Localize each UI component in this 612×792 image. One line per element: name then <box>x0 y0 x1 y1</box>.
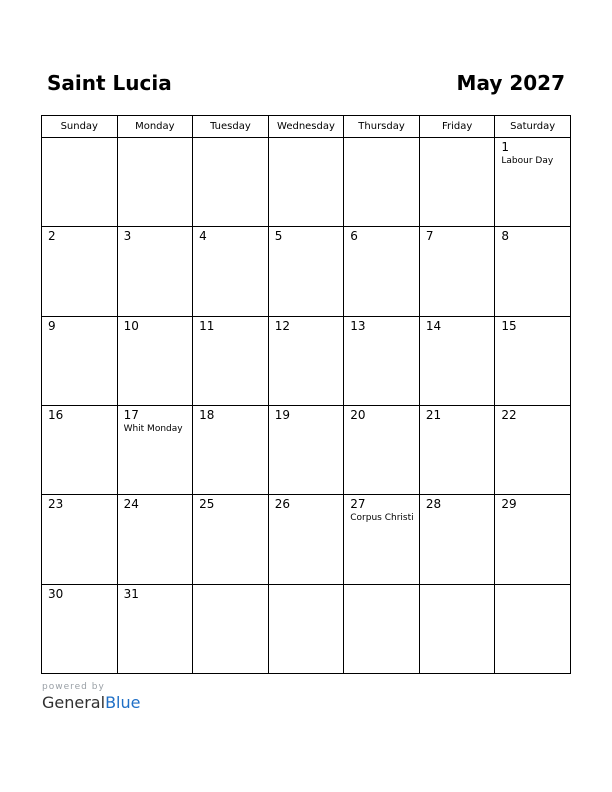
day-number: 30 <box>48 586 64 601</box>
weekday-header: Thursday <box>344 116 420 138</box>
day-number: 2 <box>48 229 56 244</box>
weekday-header: Saturday <box>495 116 571 138</box>
day-number: 31 <box>123 586 139 601</box>
day-number: 27 <box>350 497 366 512</box>
day-number: 13 <box>350 318 366 333</box>
day-cell <box>344 138 420 227</box>
day-cell <box>117 405 193 494</box>
day-cell <box>117 584 193 673</box>
day-cell <box>495 405 571 494</box>
day-cell <box>193 316 269 405</box>
day-cell <box>419 138 495 227</box>
day-number: 14 <box>425 318 442 333</box>
day-number: 21 <box>425 407 442 422</box>
weekday-header: Friday <box>419 116 495 138</box>
day-cell <box>117 495 193 584</box>
day-number: 8 <box>501 229 510 244</box>
day-number: 10 <box>123 318 139 333</box>
day-cell <box>42 316 118 405</box>
country-title: Saint Lucia <box>47 71 172 95</box>
week-row <box>42 138 571 227</box>
day-number: 29 <box>501 497 517 512</box>
month-year-title: May 2027 <box>456 71 565 95</box>
logo-text-blue: Blue <box>105 693 141 712</box>
footer <box>42 682 140 712</box>
week-row <box>42 227 571 316</box>
day-cell <box>117 138 193 227</box>
day-cell <box>495 584 571 673</box>
weekday-header: Wednesday <box>268 116 344 138</box>
day-cell <box>419 227 495 316</box>
day-number: 6 <box>350 229 358 244</box>
weekday-header: Monday <box>117 116 193 138</box>
day-cell <box>495 495 571 584</box>
day-cell <box>193 495 269 584</box>
day-cell <box>495 316 571 405</box>
holiday-label: Whit Monday <box>123 423 183 434</box>
day-cell <box>344 227 420 316</box>
weekday-header: Sunday <box>42 116 118 138</box>
weekday-header-row <box>42 116 571 138</box>
day-cell <box>344 405 420 494</box>
week-row <box>42 405 571 494</box>
day-number: 9 <box>48 318 56 333</box>
day-number: 19 <box>274 407 290 422</box>
day-cell <box>268 138 344 227</box>
day-number: 20 <box>350 407 366 422</box>
day-cell <box>42 138 118 227</box>
holiday-label: Corpus Christi <box>350 513 414 524</box>
day-cell <box>268 584 344 673</box>
day-cell <box>193 227 269 316</box>
generalblue-logo <box>42 693 140 712</box>
day-number: 15 <box>501 318 517 333</box>
day-cell <box>419 405 495 494</box>
day-number: 16 <box>48 407 64 422</box>
day-cell <box>42 227 118 316</box>
logo-text-general: General <box>42 693 106 712</box>
day-cell <box>193 584 269 673</box>
day-cell <box>42 405 118 494</box>
day-number: 18 <box>199 407 215 422</box>
day-number: 22 <box>501 407 517 422</box>
day-number: 17 <box>123 407 139 422</box>
day-cell <box>268 316 344 405</box>
day-cell <box>42 584 118 673</box>
day-cell <box>193 405 269 494</box>
day-number: 3 <box>123 229 132 244</box>
powered-by-text: powered by <box>42 682 105 692</box>
day-number: 4 <box>199 229 207 244</box>
day-cell <box>268 405 344 494</box>
week-row <box>42 495 571 584</box>
day-cell <box>268 227 344 316</box>
calendar-grid <box>41 115 571 674</box>
weekday-header: Tuesday <box>193 116 269 138</box>
day-number: 26 <box>274 497 290 512</box>
day-number: 24 <box>123 497 139 512</box>
day-number: 25 <box>199 497 215 512</box>
day-number: 7 <box>425 229 434 244</box>
day-cell <box>419 316 495 405</box>
day-number: 1 <box>501 140 510 154</box>
day-number: 11 <box>199 318 215 333</box>
day-cell <box>419 495 495 584</box>
day-number: 28 <box>425 497 442 512</box>
day-number: 23 <box>48 497 64 512</box>
day-cell <box>193 138 269 227</box>
day-cell <box>117 316 193 405</box>
day-cell <box>344 495 420 584</box>
week-row <box>42 316 571 405</box>
day-number: 5 <box>274 229 283 244</box>
day-number: 12 <box>274 318 290 333</box>
holiday-label: Labour Day <box>501 156 554 166</box>
day-cell <box>495 227 571 316</box>
day-cell <box>117 227 193 316</box>
day-cell <box>344 316 420 405</box>
day-cell <box>268 495 344 584</box>
day-cell <box>419 584 495 673</box>
week-row <box>42 584 571 673</box>
day-cell <box>344 584 420 673</box>
day-cell <box>42 495 118 584</box>
day-cell <box>495 138 571 227</box>
